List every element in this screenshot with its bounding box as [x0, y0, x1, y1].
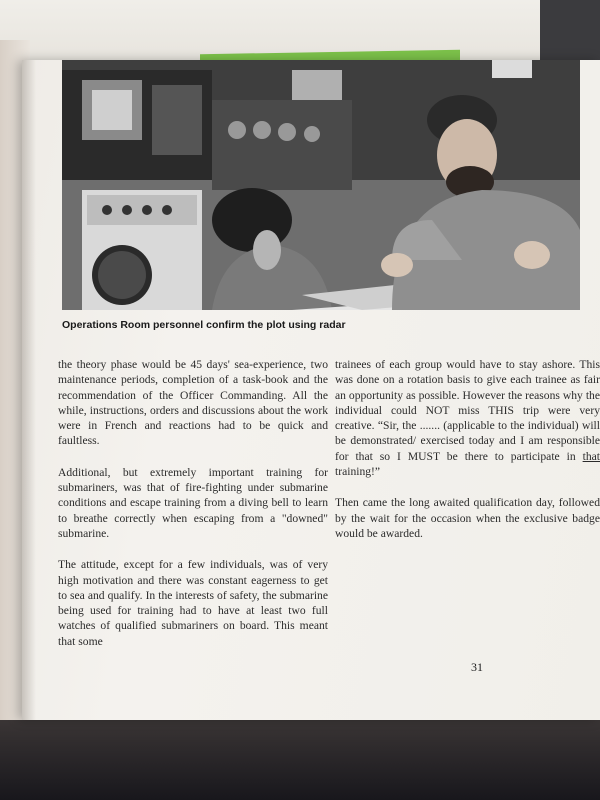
background-floor	[0, 720, 600, 800]
right-paragraph-2: Then came the long awaited qualification day, followed by the wait for the occasion when the exclusive badge would be awarded.	[335, 496, 600, 540]
left-paragraph-3: The attitude, except for a few individuals, was of very high motivation and there was constant eagerness to get to sea and qualify. In the interests of safety, the submarine being used for training had to have at least two full watches of qualified submariners on board. This meant that some	[58, 558, 328, 648]
page-gutter-shadow	[22, 60, 36, 720]
book-page	[22, 60, 600, 720]
photo-caption: Operations Room personnel confirm the plot using radar	[62, 319, 346, 331]
right-column	[335, 357, 600, 557]
photo-illustration	[62, 60, 580, 310]
left-paragraph-1: the theory phase would be 45 days' sea-experience, two maintenance periods, completion of a task-book and the recommendation of the Officer Commanding. All the while, instructions, orders and discussions about the work were in French and reactions had to be quick and faultless.	[58, 358, 328, 448]
left-column	[58, 357, 328, 665]
operations-room-photo	[62, 60, 580, 310]
underlined-word: that	[582, 449, 600, 463]
page-number: 31	[471, 660, 483, 674]
right-paragraph-1-end: training!”	[335, 465, 381, 479]
left-paragraph-2: Additional, but extremely important training for submariners, was that of fire-fighting under submarine conditions and escape training from a diving bell to learn to breathe correctly when escaping from a "downed" submarine.	[58, 465, 328, 540]
right-paragraph-1-text: trainees of each group would have to stay ashore. This was done on a rotation basis to give each trainee as fair an opportunity as possible. However the reasons why the individual could NOT miss THIS trip were very creative. “Sir, the ....... (applicable to the individual) will be demonstrated/ exercised today and I am responsible for that so I MUST be there to participate in	[335, 358, 600, 463]
right-paragraph-1	[335, 357, 600, 479]
